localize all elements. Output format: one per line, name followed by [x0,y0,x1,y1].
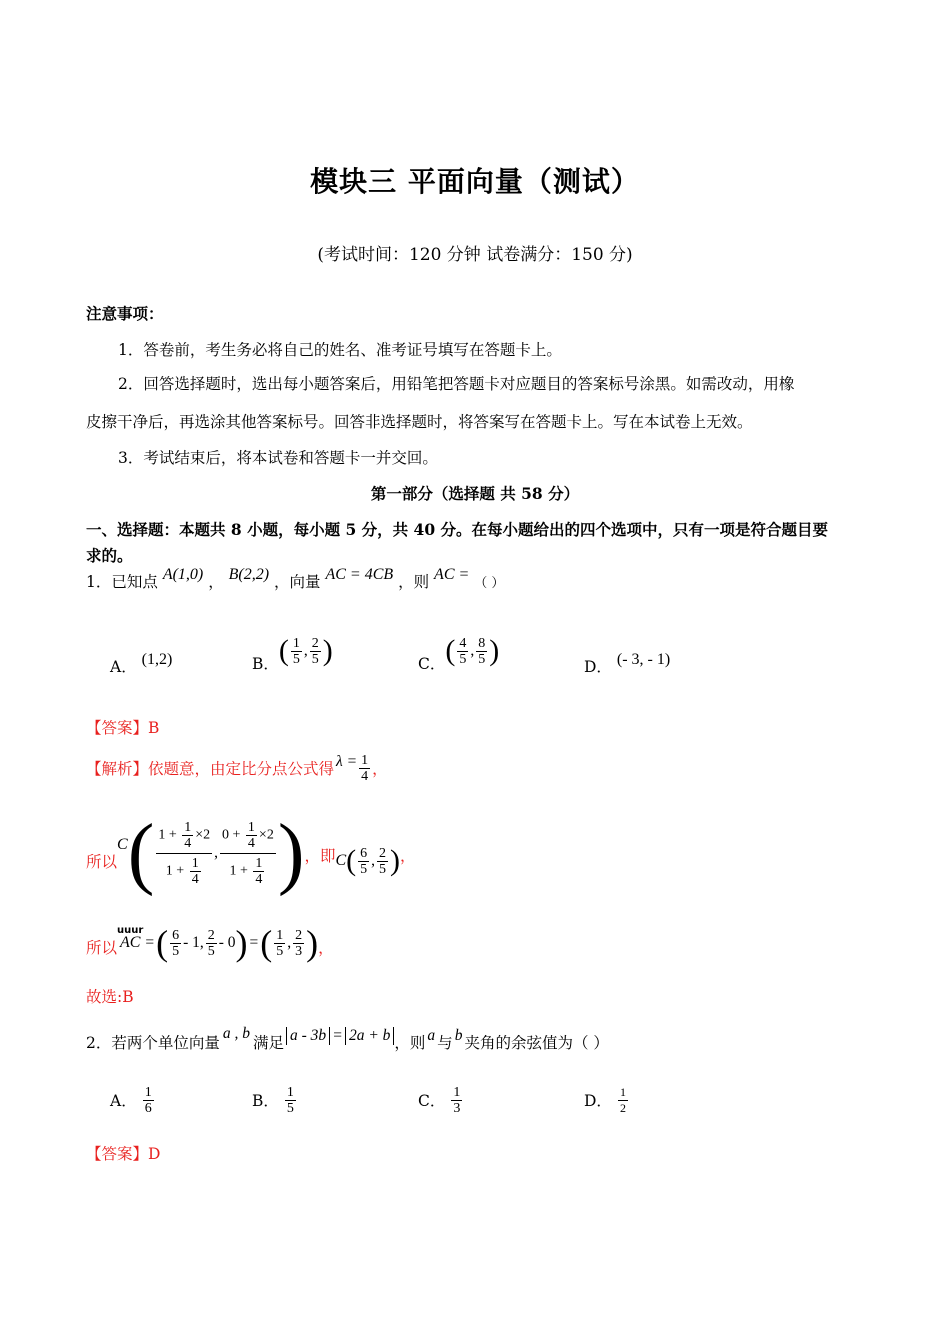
q1-option-c-comma: , [470,642,475,659]
q1-option-b-comma: , [303,642,308,659]
q1-quarter-num-2: 1 [191,855,199,871]
q1-step-2-r1: 1 [276,927,284,943]
q1-step-2-n2: 2 [207,927,215,943]
q1-quarter-num-1: 1 [184,819,192,835]
q1-lambda-comma: ， [372,760,388,778]
q1-quarter-den-3: 4 [247,835,255,851]
q1-answer: 【答案】B [86,719,160,737]
q1-option-c-label: C． [418,655,446,673]
q1-vector-ac: AC [119,934,141,951]
q2-option-a [110,1080,156,1120]
q1-step-2-eq-2: = [249,934,259,951]
q1-prefix: 1．已知点 [86,573,158,591]
q1-ie-num-1: 6 [360,845,368,861]
q1-vector-marker: uuur [117,925,144,936]
q1-step-1-num1-a: 1 + [158,827,181,843]
q2-var-b: b [454,1027,463,1044]
q1-option-b [252,626,333,676]
q1-blank: （ ） [474,576,505,591]
q1-lambda-num: 1 [361,752,369,768]
q1-option-c-lparen: ( [445,634,456,667]
q1-option-b-num-1: 1 [292,635,300,651]
q1-step-1-rparen: ) [277,809,305,897]
q2-option-d [584,1080,630,1120]
q1-option-b-den-1: 5 [292,651,300,667]
q1-quarter-num-4: 1 [255,855,263,871]
q2-option-c-den: 3 [453,1100,461,1116]
q2-option-d-num: 1 [619,1084,626,1099]
q1-step-2-comma: , [287,934,292,951]
q1-option-a-value: (1,2) [141,651,173,668]
q1-step-1-result [346,846,400,877]
q1-option-c-num-1: 4 [459,635,467,651]
q1-option-b-rparen: ) [322,634,333,667]
q1-step-1-lparen: ( [127,809,155,897]
q2-option-c-num: 1 [453,1084,461,1100]
q2-option-d-den: 2 [619,1100,626,1115]
q1-lambda: λ = [336,753,358,770]
q2-prefix: 2．若两个单位向量 [86,1034,220,1052]
q1-step-2-n1: 6 [172,927,180,943]
q2-option-c [418,1080,464,1120]
q1-option-b-den-2: 5 [311,651,319,667]
q1-sep-3: ，则 [398,573,430,591]
q2-vars: a , b [222,1025,250,1042]
q1-step-1-label: 所以 [86,853,118,871]
q1-ie-den-2: 5 [379,861,387,877]
q2-option-b-num: 1 [286,1084,294,1100]
q1-step-2-label: 所以 [86,939,118,957]
q1-point-c-2: C [335,852,347,869]
q2-answer: 【答案】D [86,1145,161,1163]
q2-ask: 夹角的余弦值为（ ） [464,1034,609,1052]
q1-option-c-rparen: ) [489,634,500,667]
q1-step-2-end-comma: ， [318,939,334,957]
q1-option-b-label: B． [252,655,279,673]
q1-option-b-num-2: 2 [311,635,319,651]
q1-step-2-expr-1: - 1, [183,934,204,951]
q1-point-c: C [117,836,128,853]
q1-step-1-result-lparen: ( [346,844,357,877]
notice-heading: 注意事项： [86,304,164,323]
q1-option-c-den-2: 5 [478,651,486,667]
q2-var-a: a [427,1027,436,1044]
notice-item-2-line-2: 皮擦干净后，再选涂其他答案标号。回答非选择题时，将答案写在答题卡上。写在本试卷上无效。 [86,413,753,431]
q1-option-a [110,651,173,677]
q1-lambda-den: 4 [361,768,369,784]
q1-step-2-r2: 2 [295,927,303,943]
q1-option-b-lparen: ( [278,634,289,667]
q2-then: ，则 [394,1034,426,1052]
q2-option-c-label: C． [418,1092,446,1110]
question-2-stem [86,1018,609,1058]
q1-option-c [418,626,499,676]
q1-option-d [584,651,671,677]
section-instructions-line-2: 求的。 [86,546,133,565]
q1-point-a: A(1,0) [162,566,204,583]
q1-step-1 [86,810,416,896]
q1-quarter-den-2: 4 [191,871,199,887]
q2-option-d-label: D． [584,1092,612,1110]
exam-info: (考试时间：120 分钟 试卷满分：150 分) [317,245,633,265]
q1-step-2-eq-1: = [145,934,155,951]
q2-lhs: a - 3b [286,1027,330,1045]
q2-option-b-label: B． [252,1092,279,1110]
q1-step-2-d1: 5 [172,943,180,959]
q1-step-2-d2: 5 [207,943,215,959]
q1-step-2-vector [117,925,143,949]
q1-option-c-num-2: 8 [478,635,486,651]
q1-option-d-label: D． [584,658,612,676]
q1-analysis [86,748,388,788]
q2-option-a-label: A． [110,1092,137,1110]
q1-step-1-den2: 1 + [229,863,252,879]
q1-step-1-result-rparen: ) [390,844,401,877]
q1-quarter-den-1: 4 [184,835,192,851]
q1-step-2-rparen-2: ) [306,923,319,963]
q1-vector-relation: AC = 4CB [325,566,394,583]
q1-sep-1: ， [208,573,224,591]
q2-option-b-den: 5 [286,1100,294,1116]
q1-step-2-lparen-1: ( [156,923,169,963]
q2-equals: = [333,1027,342,1044]
q1-step-2-lparen-2: ( [260,923,273,963]
q1-quarter-den-4: 4 [255,871,263,887]
q1-final-choice: 故选:B [86,988,134,1006]
q1-step-1-end-comma: ， [400,847,416,865]
q1-quarter-num-3: 1 [247,819,255,835]
q1-step-1-comma: , [214,844,219,861]
q1-sep-2: ，向量 [274,573,321,591]
q1-step-1-den1: 1 + [165,863,188,879]
q1-option-d-value: (- 3, - 1) [616,651,671,668]
q2-cond: 满足 [253,1034,285,1052]
q1-option-a-label: A． [110,658,137,676]
q1-step-2 [86,918,334,968]
q1-step-2-rparen-1: ) [235,923,248,963]
q2-option-a-den: 6 [144,1100,152,1116]
q1-step-2-expr-2: - 0 [218,934,236,951]
q1-analysis-label: 【解析】 [86,760,149,778]
q1-step-2-r2d: 3 [295,943,303,959]
q1-ie-num-2: 2 [379,845,387,861]
q1-ask: AC = [434,566,470,583]
q2-option-a-num: 1 [144,1084,152,1100]
q1-point-b: B(2,2) [228,566,270,583]
q1-step-1-num2-a: 0 + [222,827,244,843]
part-heading: 第一部分（选择题 共 58 分） [370,484,580,503]
q1-option-c-den-1: 5 [459,651,467,667]
q1-step-1-num1-b: ×2 [195,827,211,843]
q2-rhs: 2a + b [345,1027,394,1045]
page-title: 模块三 平面向量（测试） [310,165,640,198]
question-1-stem [86,568,504,598]
q1-step-1-num2-b: ×2 [258,827,274,843]
q1-ie-comma: , [371,852,376,869]
notice-item-3: 3．考试结束后，将本试卷和答题卡一并交回。 [118,449,438,467]
section-instructions-line-1: 一、选择题：本题共 8 小题，每小题 5 分，共 40 分。在每小题给出的四个选项中，只有一项是符合题目要 [86,520,829,539]
q2-option-b [252,1080,298,1120]
q1-analysis-text: 依题意，由定比分点公式得 [148,760,335,778]
notice-item-2-line-1: 2．回答选择题时，选出每小题答案后，用铅笔把答题卡对应题目的答案标号涂黑。如需改动，用橡 [118,375,795,393]
q2-with: 与 [437,1034,453,1052]
q1-step-1-ie: ，即 [304,847,336,865]
q1-step-2-r1d: 5 [276,943,284,959]
q1-ie-den-1: 5 [360,861,368,877]
notice-item-1: 1．答卷前，考生务必将自己的姓名、准考证号填写在答题卡上。 [118,341,562,359]
